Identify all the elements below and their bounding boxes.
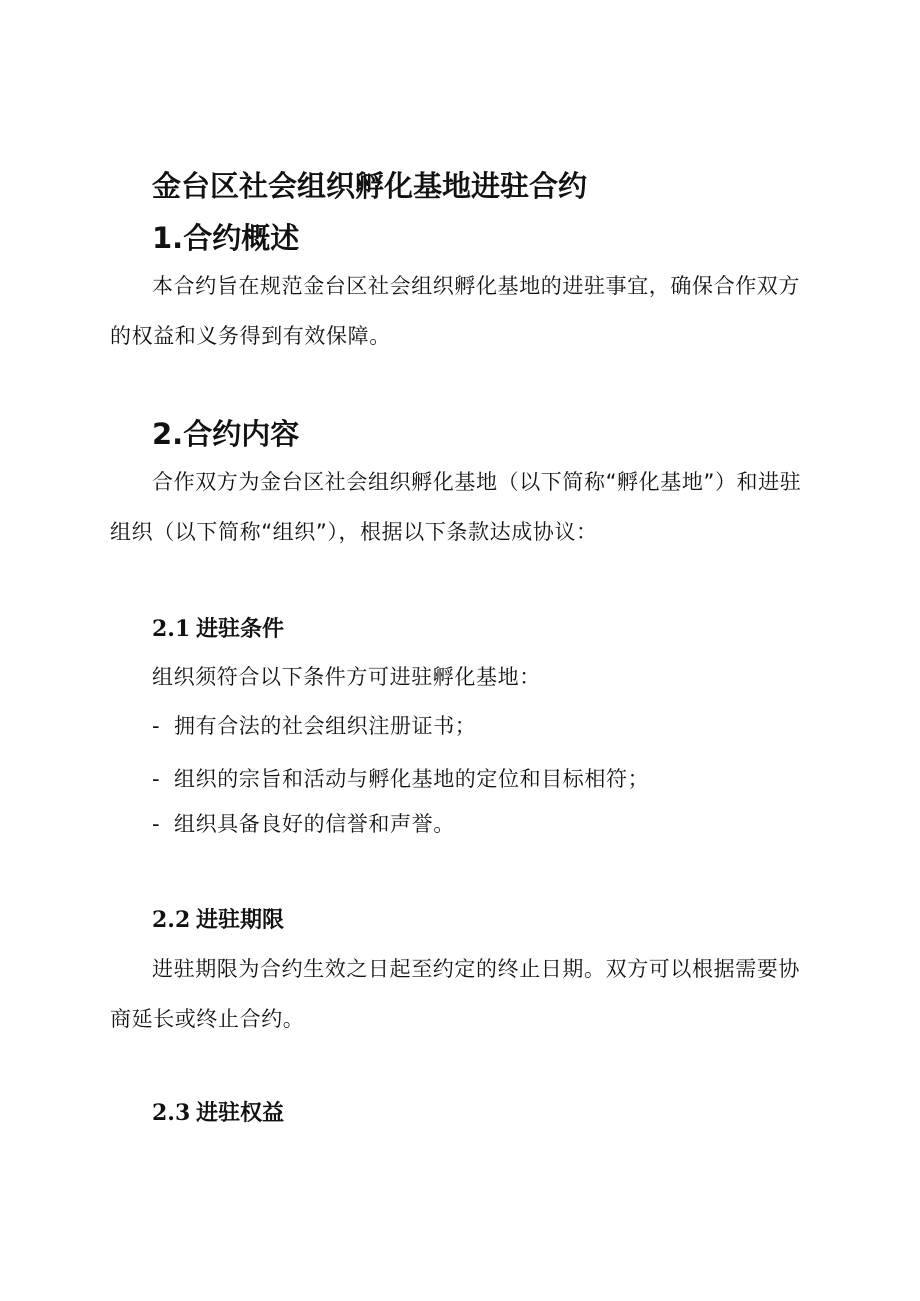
subsection-2-2-paragraph: 进驻期限为合约生效之日起至约定的终止日期。双方可以根据需要协商延长或终止合约。 <box>110 957 800 1031</box>
list-item-text: 组织的宗旨和活动与孵化基地的定位和目标相符； <box>174 767 650 791</box>
section-1-heading: 1.合约概述 <box>152 221 300 255</box>
subsection-2-3-title: 进驻权益 <box>196 1101 285 1126</box>
bullet-marker: - <box>152 714 161 738</box>
subsection-2-2-heading <box>152 905 284 936</box>
section-2-heading: 2.合约内容 <box>152 417 300 451</box>
bullet-marker: - <box>152 812 161 836</box>
list-item <box>152 809 455 839</box>
list-item <box>152 711 476 741</box>
subsection-2-1-title: 进驻条件 <box>196 617 285 642</box>
subsection-2-2-title: 进驻期限 <box>196 908 285 933</box>
subsection-2-2-number: 2.2 <box>152 907 191 933</box>
subsection-2-1-heading <box>152 614 284 645</box>
subsection-2-3-number: 2.3 <box>152 1100 191 1126</box>
section-1-paragraph: 本合约旨在规范金台区社会组织孵化基地的进驻事宜，确保合作双方的权益和义务得到有效保障。 <box>110 274 800 348</box>
subsection-2-1-number: 2.1 <box>152 616 191 642</box>
bullet-marker: - <box>152 767 161 791</box>
list-item-text: 拥有合法的社会组织注册证书； <box>174 714 477 738</box>
subsection-2-1-intro: 组织须符合以下条件方可进驻孵化基地： <box>152 665 541 689</box>
list-item-text: 组织具备良好的信誉和声誉。 <box>174 812 455 836</box>
document-title: 金台区社会组织孵化基地进驻合约 <box>152 169 588 203</box>
section-2-paragraph: 合作双方为金台区社会组织孵化基地（以下简称“孵化基地”）和进驻组织（以下简称“组织”），根据以下条款达成协议： <box>110 470 802 544</box>
subsection-2-3-heading <box>152 1098 284 1129</box>
list-item <box>152 764 649 794</box>
